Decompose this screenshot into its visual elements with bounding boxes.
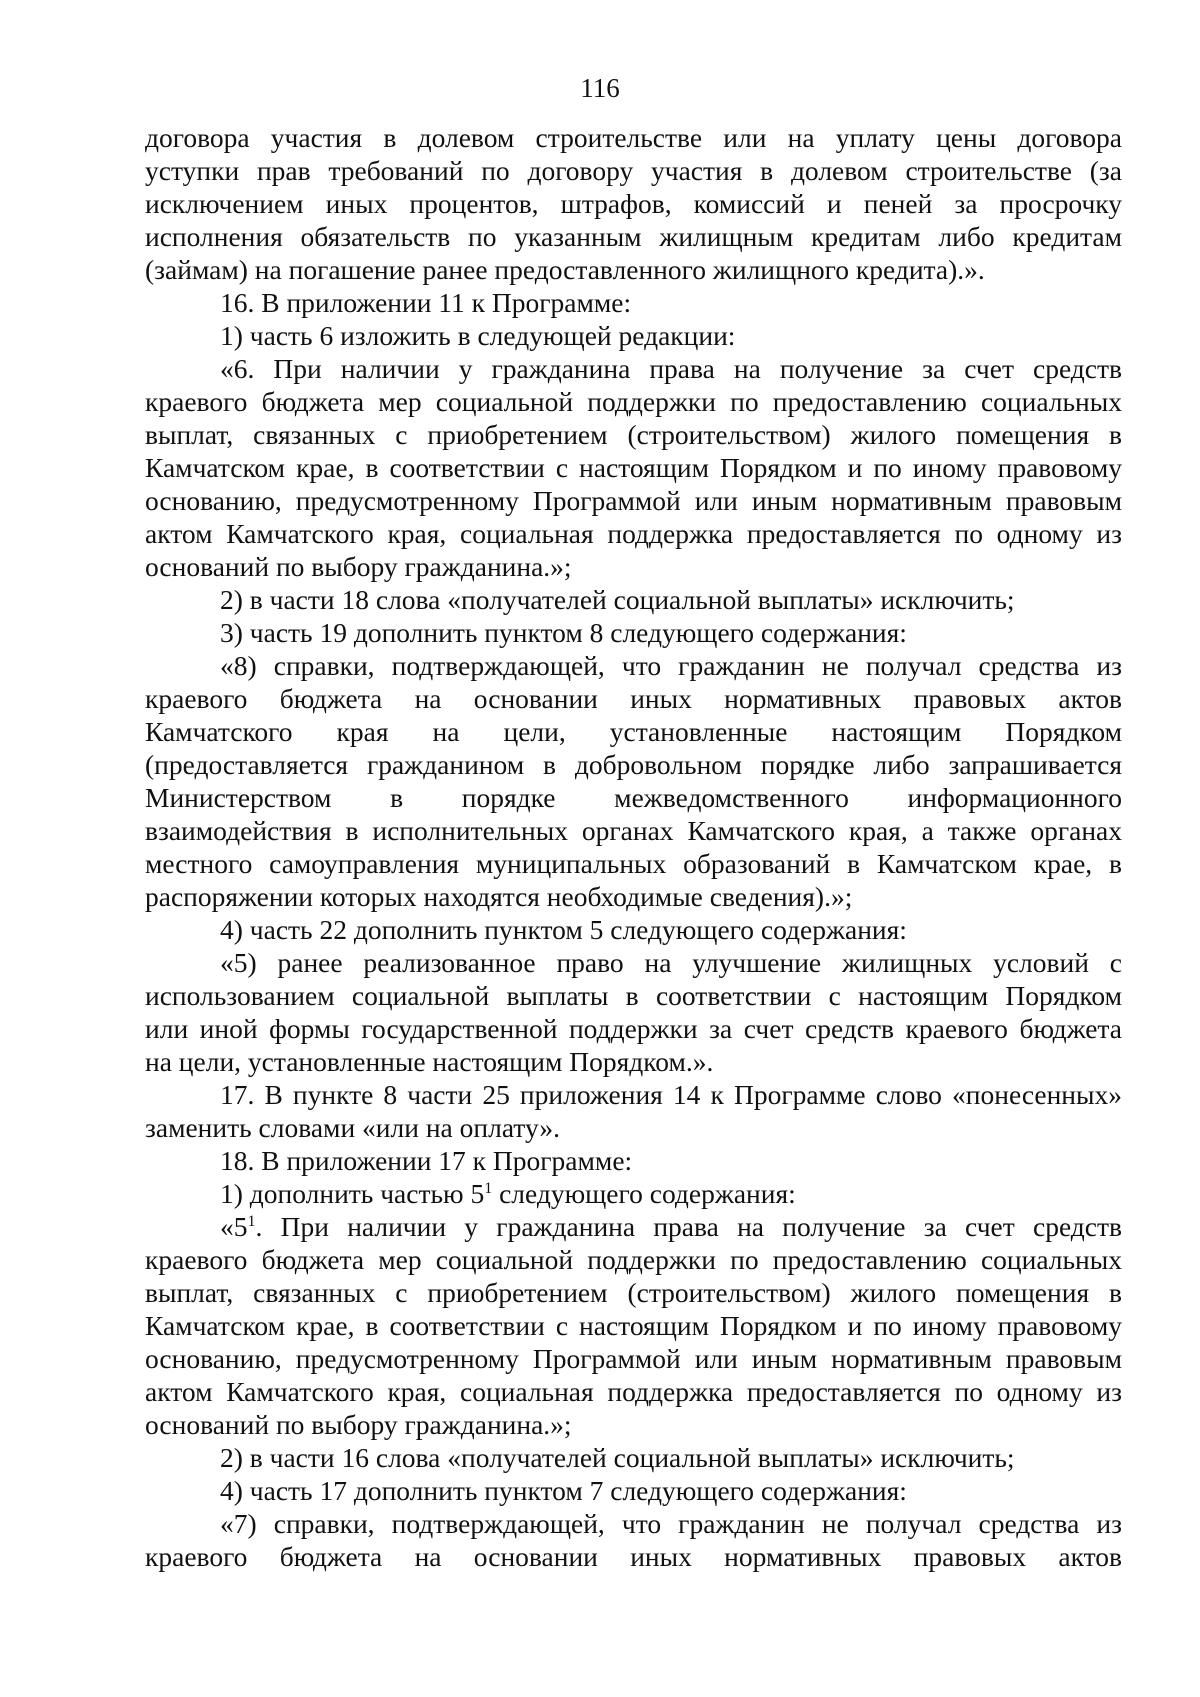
text-line: 3) часть 19 дополнить пунктом 8 следующего содержания:	[220, 617, 907, 648]
text-line: 2) в части 18 слова «получателей социальной выплаты» исключить;	[220, 584, 1015, 615]
text-line: 17. В пункте 8 части 25 приложения 14 к Программе слово «понесенных»	[220, 1079, 1122, 1110]
text-line: местного самоуправления муниципальных образований в Камчатском крае, в	[145, 848, 1122, 879]
text-line: 18. В приложении 17 к Программе:	[220, 1145, 633, 1176]
text-line: Министерством в порядке межведомственного информационного	[145, 782, 1122, 813]
text-line: основанию, предусмотренному Программой или иным нормативным правовым	[145, 485, 1122, 516]
text-line: краевого бюджета мер социальной поддержки по предоставлению социальных	[145, 386, 1122, 417]
text-line: актом Камчатского края, социальная поддержка предоставляется по одному из	[145, 518, 1122, 549]
text-line: «5) ранее реализованное право на улучшение жилищных условий с	[220, 947, 1122, 978]
text-line: выплат, связанных с приобретением (строительством) жилого помещения в	[145, 419, 1122, 450]
text-line: краевого бюджета мер социальной поддержки по предоставлению социальных	[145, 1244, 1122, 1275]
text-line: или иной формы государственной поддержки за счет средств краевого бюджета	[145, 1013, 1122, 1044]
line-text: «5	[220, 1211, 248, 1242]
text-line: актом Камчатского края, социальная поддержка предоставляется по одному из	[145, 1376, 1122, 1407]
text-line: взаимодействия в исполнительных органах Камчатского края, а также органах	[145, 815, 1122, 846]
text-line: 4) часть 17 дополнить пунктом 7 следующего содержания:	[220, 1475, 907, 1506]
line-text: следующего содержания:	[492, 1178, 796, 1209]
superscript: 1	[247, 1213, 256, 1230]
text-line: краевого бюджета на основании иных нормативных правовых актов	[145, 1541, 1122, 1572]
text-line: Камчатском крае, в соответствии с настоящим Порядком и по иному правовому	[145, 1310, 1122, 1341]
text-line: оснований по выбору гражданина.»;	[145, 1409, 572, 1440]
text-line: 1) часть 6 изложить в следующей редакции:	[220, 320, 736, 351]
text-line: «6. При наличии у гражданина права на получение за счет средств	[220, 353, 1122, 384]
text-line	[220, 1210, 1122, 1243]
text-line: 16. В приложении 11 к Программе:	[220, 287, 632, 318]
text-line: «7) справки, подтверждающей, что гражданин не получал средства из	[220, 1508, 1122, 1539]
text-line: 4) часть 22 дополнить пунктом 5 следующего содержания:	[220, 914, 907, 945]
line-text: 1) дополнить частью 5	[220, 1178, 485, 1209]
text-line: распоряжении которых находятся необходимые сведения).»;	[145, 881, 853, 912]
text-line: (предоставляется гражданином в добровольном порядке либо запрашивается	[145, 749, 1122, 780]
text-line: заменить словами «или на оплату».	[145, 1112, 561, 1143]
text-line	[220, 1177, 1122, 1210]
text-line: «8) справки, подтверждающей, что гражданин не получал средства из	[220, 650, 1122, 681]
text-line: основанию, предусмотренному Программой или иным нормативным правовым	[145, 1343, 1122, 1374]
superscript: 1	[484, 1180, 493, 1197]
text-line: договора участия в долевом строительстве или на уплату цены договора	[145, 122, 1122, 153]
text-line: использованием социальной выплаты в соответствии с настоящим Порядком	[145, 980, 1122, 1011]
text-line: исключением иных процентов, штрафов, комиссий и пеней за просрочку	[145, 188, 1122, 219]
text-line: уступки прав требований по договору участия в долевом строительстве (за	[145, 155, 1122, 186]
text-line: на цели, установленные настоящим Порядком.».	[145, 1046, 714, 1077]
text-line: краевого бюджета на основании иных нормативных правовых актов	[145, 683, 1122, 714]
text-line: 2) в части 16 слова «получателей социальной выплаты» исключить;	[220, 1442, 1015, 1473]
text-line: выплат, связанных с приобретением (строительством) жилого помещения в	[145, 1277, 1122, 1308]
text-line: исполнения обязательств по указанным жилищным кредитам либо кредитам	[145, 221, 1122, 252]
text-line: (займам) на погашение ранее предоставленного жилищного кредита).».	[145, 254, 985, 285]
page-number: 116	[580, 73, 620, 103]
text-line: Камчатском крае, в соответствии с настоящим Порядком и по иному правовому	[145, 452, 1122, 483]
line-text: . При наличии у гражданина права на получение за счет средств	[255, 1211, 1122, 1242]
text-line: оснований по выбору гражданина.»;	[145, 551, 572, 582]
text-line: Камчатского края на цели, установленные настоящим Порядком	[145, 716, 1122, 747]
